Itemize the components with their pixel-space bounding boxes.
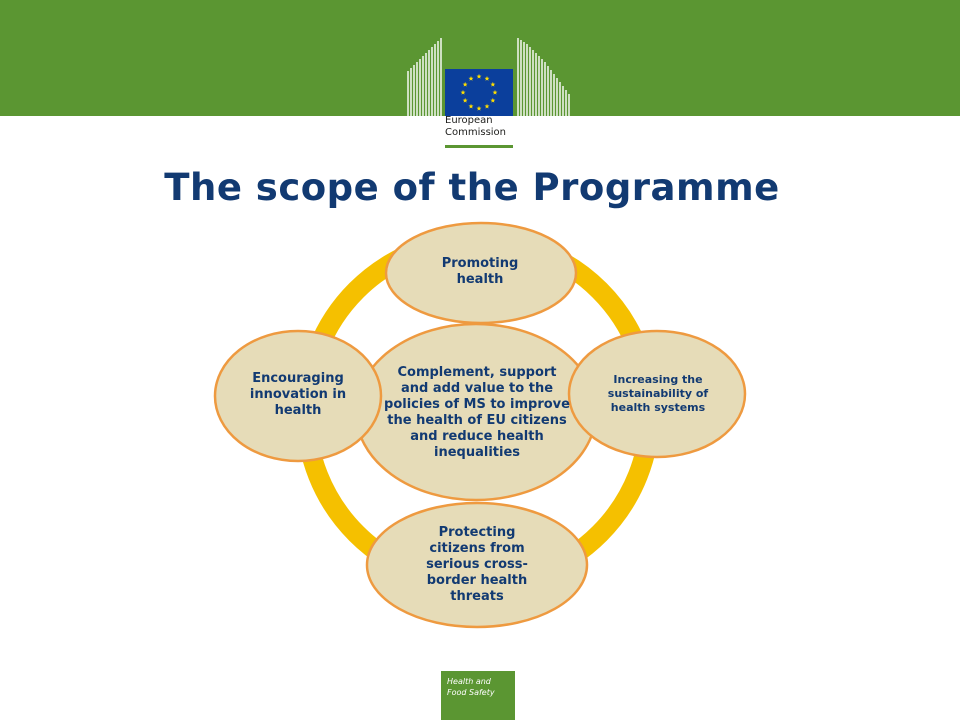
page-title: The scope of the Programme (164, 166, 780, 209)
node-top-label: Promoting health (441, 256, 519, 287)
node-right-label: Increasing the sustainability of health systems (607, 373, 709, 414)
logo-line2: Commission (445, 127, 507, 138)
center-label: Complement, support and add value to the policies of MS to improve the health of EU citizens and reduce health inequalities (384, 365, 570, 460)
node-bottom-label: Protecting citizens from serious cross-border health threats (426, 525, 528, 604)
node-left-label: Encouraging innovation in health (249, 371, 347, 418)
logo-line1: European (445, 115, 493, 126)
footer-line2: Food Safety (447, 688, 495, 697)
footer-tab (441, 671, 515, 720)
footer-line1: Health and (447, 677, 491, 686)
